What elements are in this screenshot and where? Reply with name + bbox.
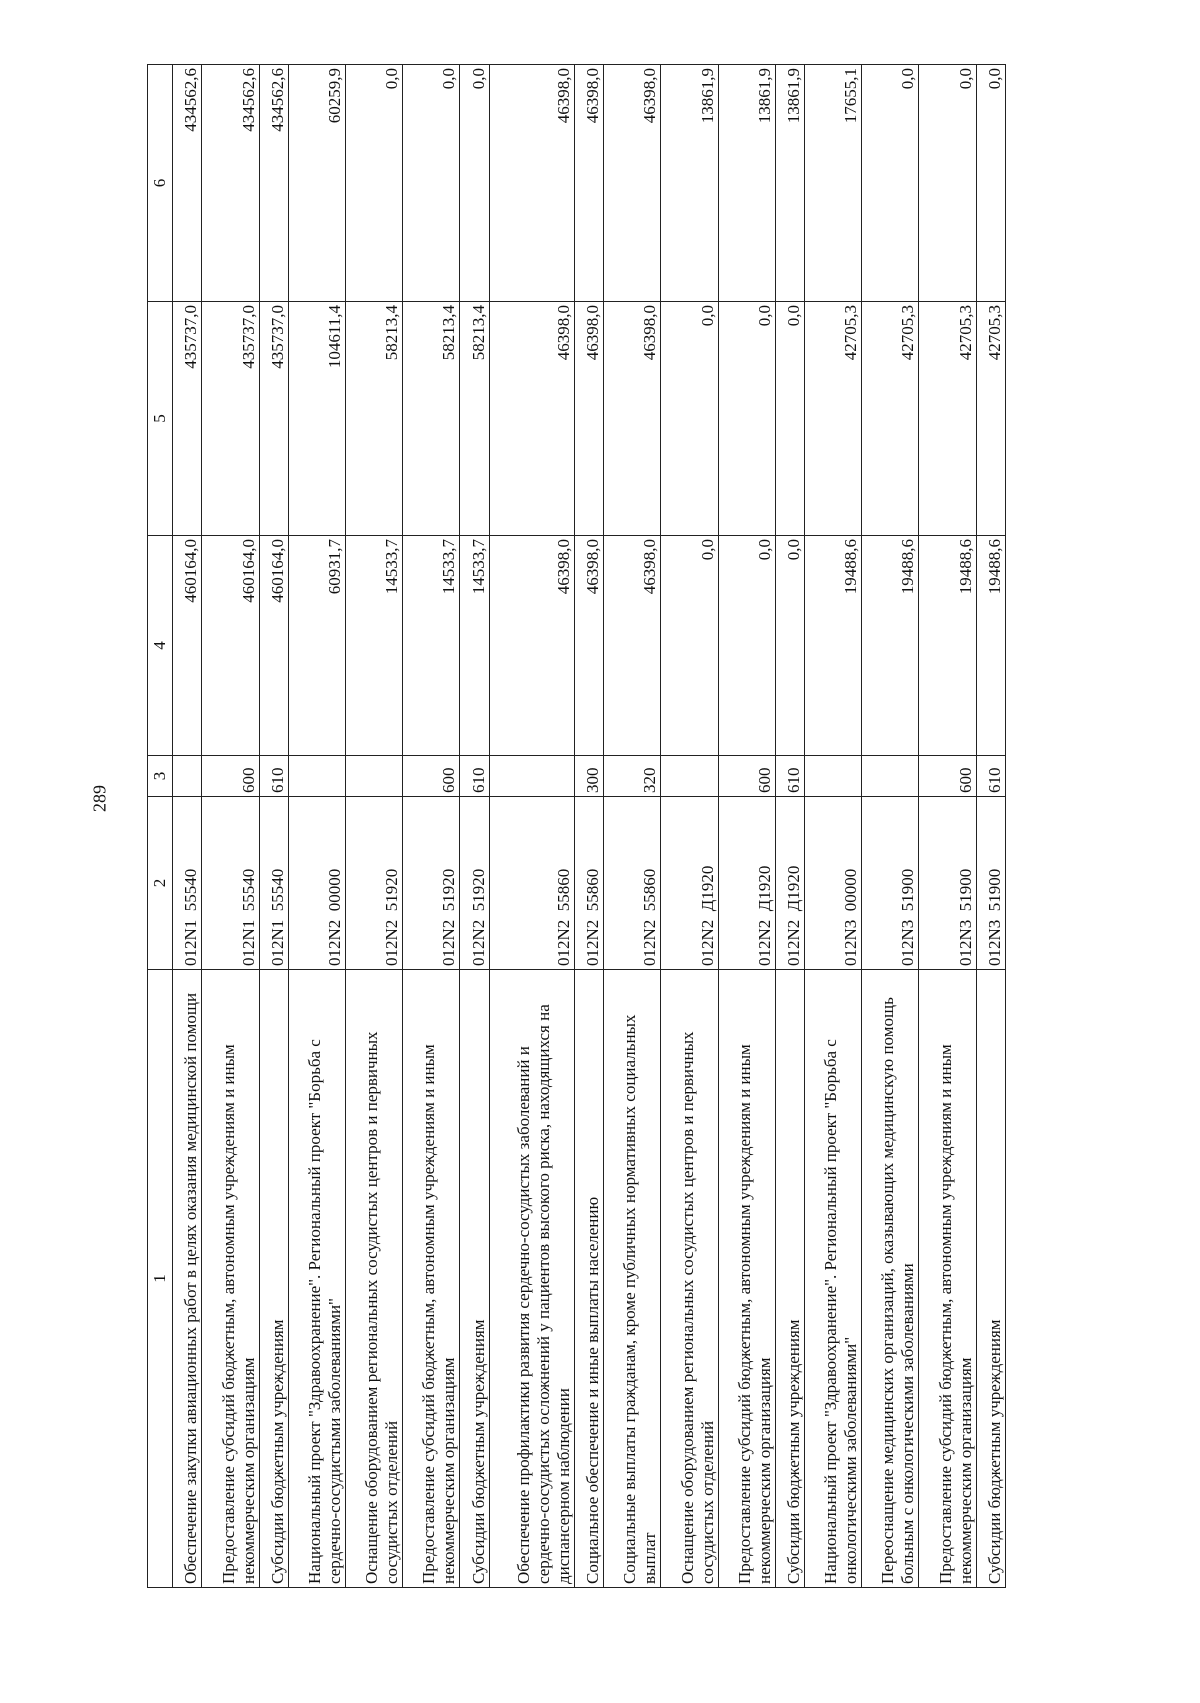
- row-name-cell: Национальный проект "Здравоохранение". Региональный проект "Борьба с онкологическими заболеваниями": [805, 970, 862, 1588]
- row-name-cell: Обеспечение закупки авиационных работ в целях оказания медицинской помощи: [173, 970, 202, 1588]
- row-value-2023-cell: 46398,0: [604, 536, 661, 756]
- row-value-2023-cell: 19488,6: [919, 536, 976, 756]
- row-name-cell: Обеспечение профилактики развития сердечно-сосудистых заболеваний и сердечно-сосудистых осложнений у пациентов высокого риска, находящихся на диспансерном наблюдении: [489, 970, 574, 1588]
- header-row: [148, 65, 173, 1588]
- table-body: [173, 65, 1006, 1588]
- row-value-2024-cell: 435737,0: [173, 302, 202, 536]
- row-value-2024-cell: 0,0: [661, 302, 718, 536]
- row-value-2023-cell: 0,0: [661, 536, 718, 756]
- header-cell-6: 6: [148, 65, 173, 302]
- row-value-2024-cell: 42705,3: [919, 302, 976, 536]
- rotated-table-wrapper: [147, 65, 1006, 1588]
- row-kvr-cell: 610: [259, 756, 288, 797]
- row-kvr-cell: 610: [460, 756, 489, 797]
- row-kvr-cell: 300: [574, 756, 603, 797]
- table-row: [574, 65, 603, 1588]
- row-name-cell: Оснащение оборудованием региональных сосудистых центров и первичных сосудистых отделений: [346, 970, 403, 1588]
- table-row: [346, 65, 403, 1588]
- row-code-cell: 012N2 Д1920: [718, 797, 775, 970]
- table-row: [460, 65, 489, 1588]
- row-name-cell: Оснащение оборудованием региональных сосудистых центров и первичных сосудистых отделений: [661, 970, 718, 1588]
- table-row: [862, 65, 919, 1588]
- row-value-2025-cell: 46398,0: [489, 65, 574, 302]
- row-name-cell: Социальные выплаты гражданам, кроме публичных нормативных социальных выплат: [604, 970, 661, 1588]
- row-value-2024-cell: 0,0: [775, 302, 804, 536]
- row-code-cell: 012N3 51900: [976, 797, 1005, 970]
- row-kvr-cell: [346, 756, 403, 797]
- row-kvr-cell: 600: [919, 756, 976, 797]
- row-value-2024-cell: 0,0: [718, 302, 775, 536]
- row-code-cell: 012N3 00000: [805, 797, 862, 970]
- table-row: [919, 65, 976, 1588]
- header-cell-4: 4: [148, 536, 173, 756]
- row-kvr-cell: [173, 756, 202, 797]
- row-value-2023-cell: 46398,0: [574, 536, 603, 756]
- header-cell-3: 3: [148, 756, 173, 797]
- row-value-2023-cell: 14533,7: [346, 536, 403, 756]
- row-value-2025-cell: 0,0: [976, 65, 1005, 302]
- row-name-cell: Социальное обеспечение и иные выплаты населению: [574, 970, 603, 1588]
- table-row: [718, 65, 775, 1588]
- row-kvr-cell: 610: [976, 756, 1005, 797]
- row-value-2024-cell: 435737,0: [202, 302, 259, 536]
- row-kvr-cell: [862, 756, 919, 797]
- row-name-cell: Национальный проект "Здравоохранение". Региональный проект "Борьба с сердечно-сосудистыми заболеваниями": [288, 970, 345, 1588]
- row-value-2025-cell: 0,0: [346, 65, 403, 302]
- row-value-2025-cell: 17655,1: [805, 65, 862, 302]
- row-value-2023-cell: 19488,6: [976, 536, 1005, 756]
- row-code-cell: 012N1 55540: [202, 797, 259, 970]
- row-kvr-cell: 320: [604, 756, 661, 797]
- row-value-2023-cell: 460164,0: [173, 536, 202, 756]
- row-value-2025-cell: 60259,9: [288, 65, 345, 302]
- row-value-2024-cell: 46398,0: [489, 302, 574, 536]
- table-row: [775, 65, 804, 1588]
- row-value-2025-cell: 13861,9: [661, 65, 718, 302]
- row-name-cell: Предоставление субсидий бюджетным, автономным учреждениям и иным некоммерческим организациям: [202, 970, 259, 1588]
- row-value-2023-cell: 60931,7: [288, 536, 345, 756]
- row-code-cell: 012N1 55540: [259, 797, 288, 970]
- row-name-cell: Предоставление субсидий бюджетным, автономным учреждениям и иным некоммерческим организациям: [718, 970, 775, 1588]
- table-row: [403, 65, 460, 1588]
- table-row: [173, 65, 202, 1588]
- table-row: [259, 65, 288, 1588]
- row-value-2025-cell: 434562,6: [202, 65, 259, 302]
- row-kvr-cell: [661, 756, 718, 797]
- row-value-2025-cell: 0,0: [403, 65, 460, 302]
- row-code-cell: 012N1 55540: [173, 797, 202, 970]
- row-value-2024-cell: 46398,0: [604, 302, 661, 536]
- row-value-2025-cell: 46398,0: [574, 65, 603, 302]
- table-row: [604, 65, 661, 1588]
- row-value-2024-cell: 58213,4: [403, 302, 460, 536]
- row-value-2023-cell: 19488,6: [862, 536, 919, 756]
- row-value-2025-cell: 46398,0: [604, 65, 661, 302]
- row-value-2025-cell: 434562,6: [259, 65, 288, 302]
- row-name-cell: Субсидии бюджетным учреждениям: [775, 970, 804, 1588]
- row-value-2025-cell: 0,0: [919, 65, 976, 302]
- table-row: [202, 65, 259, 1588]
- row-value-2024-cell: 435737,0: [259, 302, 288, 536]
- row-name-cell: Предоставление субсидий бюджетным, автономным учреждениям и иным некоммерческим организациям: [403, 970, 460, 1588]
- row-value-2024-cell: 42705,3: [976, 302, 1005, 536]
- header-cell-5: 5: [148, 302, 173, 536]
- row-value-2025-cell: 0,0: [862, 65, 919, 302]
- row-value-2025-cell: 13861,9: [718, 65, 775, 302]
- table-row: [489, 65, 574, 1588]
- row-code-cell: 012N2 55860: [489, 797, 574, 970]
- row-code-cell: 012N2 51920: [460, 797, 489, 970]
- row-code-cell: 012N3 51900: [862, 797, 919, 970]
- row-code-cell: 012N2 Д1920: [661, 797, 718, 970]
- row-value-2023-cell: 460164,0: [202, 536, 259, 756]
- row-name-cell: Субсидии бюджетным учреждениям: [976, 970, 1005, 1588]
- row-code-cell: 012N2 51920: [403, 797, 460, 970]
- row-value-2025-cell: 434562,6: [173, 65, 202, 302]
- row-value-2023-cell: 0,0: [775, 536, 804, 756]
- row-kvr-cell: [288, 756, 345, 797]
- table-row: [805, 65, 862, 1588]
- row-value-2024-cell: 42705,3: [862, 302, 919, 536]
- row-code-cell: 012N2 00000: [288, 797, 345, 970]
- row-kvr-cell: 600: [718, 756, 775, 797]
- row-name-cell: Субсидии бюджетным учреждениям: [460, 970, 489, 1588]
- row-value-2025-cell: 0,0: [460, 65, 489, 302]
- table-row: [288, 65, 345, 1588]
- row-kvr-cell: [489, 756, 574, 797]
- row-code-cell: 012N2 55860: [574, 797, 603, 970]
- header-cell-2: 2: [148, 797, 173, 970]
- table-row: [976, 65, 1005, 1588]
- row-name-cell: Предоставление субсидий бюджетным, автономным учреждениям и иным некоммерческим организациям: [919, 970, 976, 1588]
- row-value-2023-cell: 460164,0: [259, 536, 288, 756]
- row-value-2024-cell: 58213,4: [346, 302, 403, 536]
- row-kvr-cell: [805, 756, 862, 797]
- row-value-2023-cell: 19488,6: [805, 536, 862, 756]
- budget-table: [147, 64, 1006, 1588]
- row-code-cell: 012N2 Д1920: [775, 797, 804, 970]
- header-cell-1: 1: [148, 970, 173, 1588]
- row-value-2025-cell: 13861,9: [775, 65, 804, 302]
- page-number: 289: [89, 785, 110, 812]
- row-value-2024-cell: 42705,3: [805, 302, 862, 536]
- row-code-cell: 012N3 51900: [919, 797, 976, 970]
- row-value-2024-cell: 58213,4: [460, 302, 489, 536]
- row-kvr-cell: 600: [403, 756, 460, 797]
- row-value-2024-cell: 46398,0: [574, 302, 603, 536]
- row-value-2023-cell: 46398,0: [489, 536, 574, 756]
- row-code-cell: 012N2 51920: [346, 797, 403, 970]
- row-kvr-cell: 610: [775, 756, 804, 797]
- row-kvr-cell: 600: [202, 756, 259, 797]
- row-code-cell: 012N2 55860: [604, 797, 661, 970]
- row-value-2024-cell: 104611,4: [288, 302, 345, 536]
- row-value-2023-cell: 14533,7: [403, 536, 460, 756]
- table-row: [661, 65, 718, 1588]
- row-value-2023-cell: 0,0: [718, 536, 775, 756]
- row-name-cell: Переоснащение медицинских организаций, оказывающих медицинскую помощь больным с онкологическими заболеваниями: [862, 970, 919, 1588]
- row-value-2023-cell: 14533,7: [460, 536, 489, 756]
- row-name-cell: Субсидии бюджетным учреждениям: [259, 970, 288, 1588]
